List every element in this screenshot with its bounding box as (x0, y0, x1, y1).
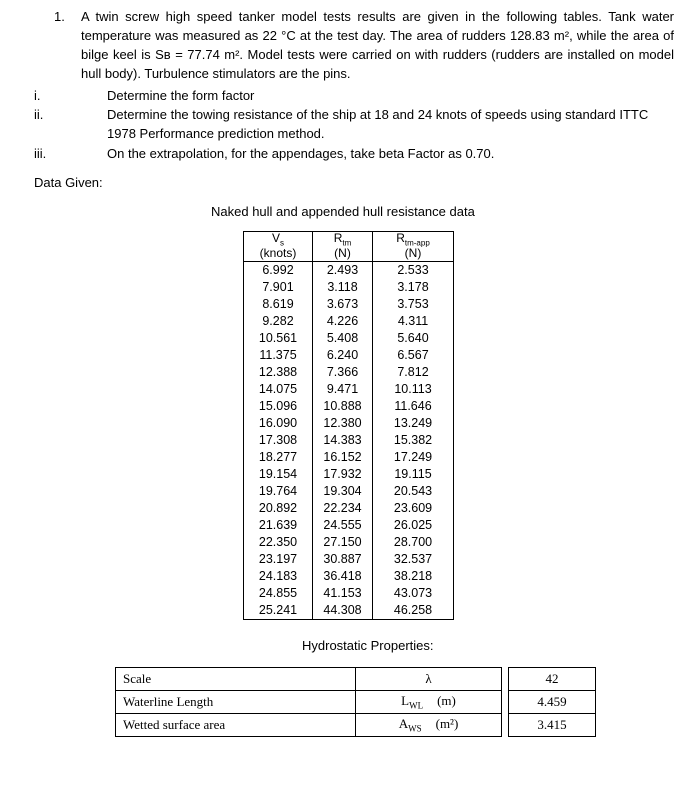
table-row (244, 534, 454, 551)
header-rtm (313, 232, 373, 262)
hydro-gap (502, 691, 509, 714)
resistance-table (243, 231, 454, 620)
hydro-symbol-subscript: WS (408, 723, 422, 734)
table-row (244, 279, 454, 296)
hydro-label: Scale (116, 668, 356, 691)
cell-rtm-app: 2.533 (373, 262, 454, 280)
hydrostatic-table (115, 667, 596, 737)
hydro-symbol: λ (425, 671, 432, 686)
header-unit: (N) (334, 246, 351, 261)
hydro-value: 3.415 (509, 714, 596, 737)
cell-rtm: 9.471 (313, 381, 373, 398)
cell-rtm: 4.226 (313, 313, 373, 330)
table-row (244, 347, 454, 364)
cell-rtm-app: 28.700 (373, 534, 454, 551)
cell-rtm: 12.380 (313, 415, 373, 432)
cell-rtm-app: 15.382 (373, 432, 454, 449)
hydro-row (116, 691, 596, 714)
cell-rtm-app: 17.249 (373, 449, 454, 466)
cell-rtm: 10.888 (313, 398, 373, 415)
hydro-value: 42 (509, 668, 596, 691)
cell-rtm: 6.240 (313, 347, 373, 364)
header-subscript: tm-app (404, 238, 430, 248)
hydro-label: Waterline Length (116, 691, 356, 714)
hydro-symbol-cell (356, 668, 502, 691)
resistance-table-caption: Naked hull and appended hull resistance data (211, 204, 475, 219)
header-rtm-app (373, 232, 454, 262)
cell-rtm-app: 38.218 (373, 568, 454, 585)
table-row (244, 568, 454, 585)
cell-speed: 16.090 (244, 415, 313, 432)
cell-speed: 8.619 (244, 296, 313, 313)
hydro-value: 4.459 (509, 691, 596, 714)
cell-speed: 15.096 (244, 398, 313, 415)
resistance-table-body (244, 262, 454, 620)
table-row (244, 415, 454, 432)
cell-speed: 18.277 (244, 449, 313, 466)
cell-speed: 17.308 (244, 432, 313, 449)
cell-rtm-app: 46.258 (373, 602, 454, 620)
hydro-row (116, 714, 596, 737)
cell-rtm-app: 3.753 (373, 296, 454, 313)
cell-rtm: 22.234 (313, 500, 373, 517)
cell-speed: 9.282 (244, 313, 313, 330)
hydro-symbol-cell (356, 691, 502, 714)
hydrostatic-table-body (116, 668, 596, 737)
cell-speed: 7.901 (244, 279, 313, 296)
cell-speed: 23.197 (244, 551, 313, 568)
hydro-gap (502, 668, 509, 691)
hydro-symbol: A (398, 716, 409, 732)
cell-rtm: 3.673 (313, 296, 373, 313)
table-row (244, 381, 454, 398)
table-row (244, 432, 454, 449)
cell-speed: 19.764 (244, 483, 313, 500)
header-unit: (N) (404, 246, 422, 261)
cell-speed: 21.639 (244, 517, 313, 534)
table-row (244, 602, 454, 620)
table-header-row (244, 232, 454, 262)
hydrostatic-title: Hydrostatic Properties: (302, 638, 434, 653)
cell-rtm: 24.555 (313, 517, 373, 534)
table-row (244, 449, 454, 466)
cell-rtm-app: 4.311 (373, 313, 454, 330)
cell-speed: 11.375 (244, 347, 313, 364)
cell-rtm-app: 11.646 (373, 398, 454, 415)
part-numeral: i. (34, 88, 41, 103)
cell-rtm: 17.932 (313, 466, 373, 483)
header-unit: (knots) (259, 246, 297, 261)
hydro-label: Wetted surface area (116, 714, 356, 737)
cell-rtm: 41.153 (313, 585, 373, 602)
cell-speed: 25.241 (244, 602, 313, 620)
part-text: Determine the towing resistance of the ship at 18 and 24 knots of speeds using standard ITTC 1978 Performance prediction method. (107, 107, 649, 141)
table-row (244, 466, 454, 483)
cell-rtm: 19.304 (313, 483, 373, 500)
cell-speed: 12.388 (244, 364, 313, 381)
cell-rtm: 27.150 (313, 534, 373, 551)
hydro-row (116, 668, 596, 691)
question-number: 1. (54, 9, 65, 24)
cell-speed: 24.855 (244, 585, 313, 602)
cell-rtm-app: 13.249 (373, 415, 454, 432)
hydro-gap (502, 714, 509, 737)
table-row (244, 296, 454, 313)
cell-rtm-app: 23.609 (373, 500, 454, 517)
question-text: A twin screw high speed tanker model tests results are given in the following tables. Tank water temperature was measured as 22 °C at the test day. The area of rudders 128.83 m², while the area of bilge keel is Sʙ = 77.74 m². Model tests were carried on with rudders (rudders are installed on model hull body). Turbulence stimulators are the pins. (81, 9, 674, 81)
part-numeral: iii. (34, 146, 47, 161)
hydro-unit: (m²) (435, 716, 459, 732)
hydro-symbol-subscript: WL (409, 700, 424, 711)
cell-rtm: 36.418 (313, 568, 373, 585)
cell-rtm-app: 19.115 (373, 466, 454, 483)
cell-speed: 20.892 (244, 500, 313, 517)
header-symbol: V (271, 231, 280, 245)
cell-speed: 14.075 (244, 381, 313, 398)
cell-rtm: 3.118 (313, 279, 373, 296)
cell-rtm: 5.408 (313, 330, 373, 347)
cell-speed: 10.561 (244, 330, 313, 347)
hydro-symbol-cell (356, 714, 502, 737)
cell-rtm-app: 43.073 (373, 585, 454, 602)
table-row (244, 313, 454, 330)
cell-rtm-app: 7.812 (373, 364, 454, 381)
cell-rtm-app: 26.025 (373, 517, 454, 534)
header-symbol: R (396, 231, 405, 245)
cell-rtm: 14.383 (313, 432, 373, 449)
part-text: Determine the form factor (107, 88, 255, 103)
table-row (244, 262, 454, 280)
cell-speed: 6.992 (244, 262, 313, 280)
cell-rtm-app: 32.537 (373, 551, 454, 568)
cell-rtm-app: 6.567 (373, 347, 454, 364)
part-text: On the extrapolation, for the appendages, take beta Factor as 0.70. (107, 146, 495, 161)
cell-rtm-app: 3.178 (373, 279, 454, 296)
header-subscript: s (280, 238, 284, 248)
cell-speed: 24.183 (244, 568, 313, 585)
table-row (244, 585, 454, 602)
cell-rtm-app: 10.113 (373, 381, 454, 398)
cell-rtm: 16.152 (313, 449, 373, 466)
table-row (244, 500, 454, 517)
table-row (244, 483, 454, 500)
table-row (244, 364, 454, 381)
header-vs (244, 232, 313, 262)
cell-rtm: 44.308 (313, 602, 373, 620)
table-row (244, 330, 454, 347)
data-given-label: Data Given: (34, 175, 103, 190)
cell-rtm-app: 20.543 (373, 483, 454, 500)
cell-rtm-app: 5.640 (373, 330, 454, 347)
table-row (244, 398, 454, 415)
header-symbol: R (333, 231, 343, 245)
hydro-unit: (m) (437, 693, 456, 709)
cell-rtm: 2.493 (313, 262, 373, 280)
hydro-symbol: L (401, 693, 410, 709)
table-row (244, 551, 454, 568)
cell-speed: 22.350 (244, 534, 313, 551)
cell-speed: 19.154 (244, 466, 313, 483)
header-subscript: tm (342, 238, 352, 248)
cell-rtm: 30.887 (313, 551, 373, 568)
part-numeral: ii. (34, 107, 44, 122)
cell-rtm: 7.366 (313, 364, 373, 381)
table-row (244, 517, 454, 534)
